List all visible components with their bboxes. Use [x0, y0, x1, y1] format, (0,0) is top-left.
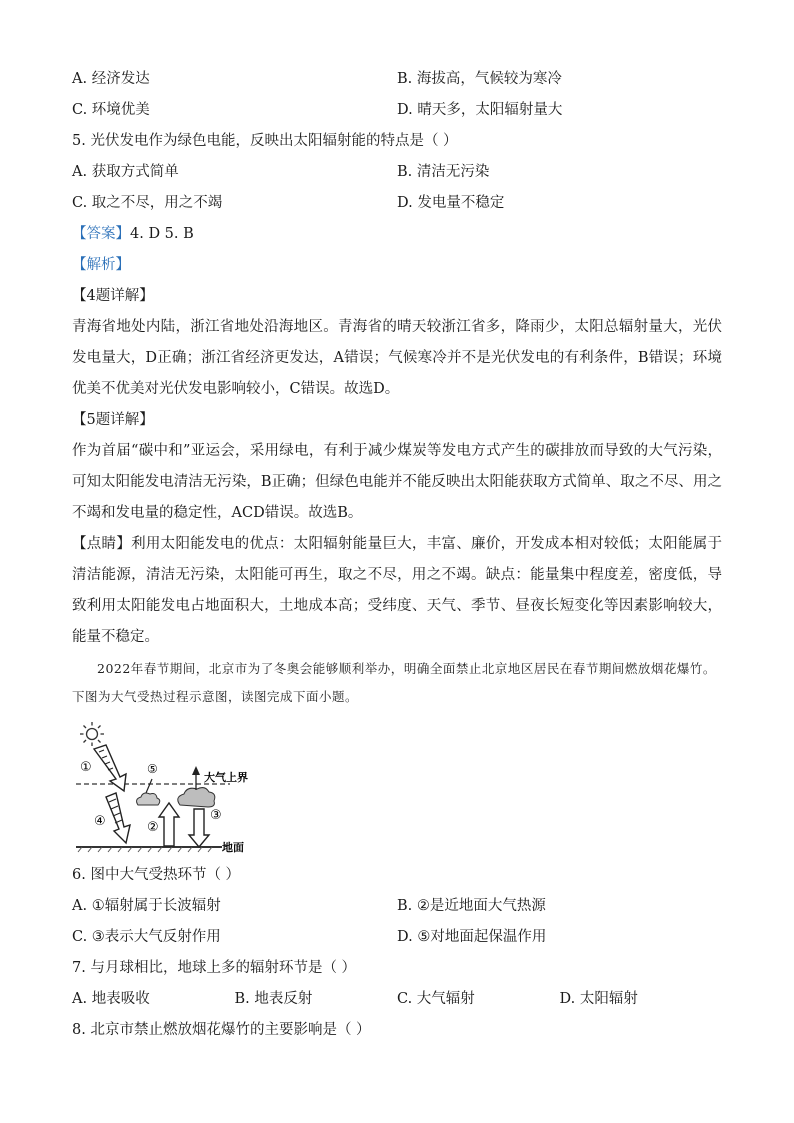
q5-option-d: D. 发电量不稳定 — [397, 195, 505, 211]
q7-options-row — [72, 984, 722, 1015]
q4-option-a: A. 经济发达 — [72, 71, 150, 87]
q6-option-a: A. ①辐射属于长波辐射 — [72, 898, 221, 914]
q4-option-b: B. 海拔高，气候较为寒冷 — [397, 71, 562, 87]
label-ground: 地面 — [222, 841, 244, 854]
detail4-text: 青海省地处内陆，浙江省地处沿海地区。青海省的晴天较浙江省多，降雨少，太阳总辐射量大，光伏发电量大，D正确；浙江省经济更发达，A错误；气候寒冷并不是光伏发电的有利条件，B错误；环境优美不优美对光伏发电影响较小，C错误。故选D。 — [72, 319, 722, 397]
tip-label: 【点睛】 — [72, 536, 132, 552]
q6-option-d: D. ⑤对地面起保温作用 — [397, 929, 547, 945]
label-n2: ② — [147, 820, 159, 835]
q5-options-row1 — [72, 157, 722, 188]
diagram-svg — [72, 719, 272, 854]
tip-text: 利用太阳能发电的优点：太阳辐射能量巨大，丰富、廉价，开发成本相对较低；太阳能属于清洁能源，清洁无污染，太阳能可再生，取之不尽，用之不竭。缺点：能量集中程度差，密度低，导致利用太阳能发电占地面积大，土地成本高；受纬度、天气、季节、昼夜长短变化等因素影响较大，能量不稳定。 — [72, 536, 723, 645]
q5-option-b: B. 清洁无污染 — [397, 164, 490, 180]
tip-paragraph — [72, 529, 722, 653]
q7-option-c: C. 大气辐射 — [397, 991, 475, 1007]
arrow-2-ground-radiation — [159, 803, 179, 846]
detail5-text: 作为首届“碳中和”亚运会，采用绿电，有利于减少煤炭等发电方式产生的碳排放而导致的大气污染，可知太阳能发电清洁无污染，B正确；但绿色电能并不能反映出太阳能获取方式简单、取之不尽、用之不竭和发电量的稳定性，ACD错误。故选B。 — [72, 443, 722, 521]
q5-option-c: C. 取之不尽，用之不竭 — [72, 195, 223, 211]
q6-stem: 6. 图中大气受热环节（ ） — [72, 867, 241, 883]
label-n5: ⑤ — [147, 762, 158, 776]
q5-stem: 5. 光伏发电作为绿色电能，反映出太阳辐射能的特点是（ ） — [72, 133, 458, 149]
answer-line — [72, 219, 722, 250]
q7-option-a: A. 地表吸收 — [72, 991, 150, 1007]
q6-option-c: C. ③表示大气反射作用 — [72, 929, 221, 945]
small-cloud-icon — [137, 793, 160, 805]
q6-options-row2 — [72, 922, 722, 953]
answer-label: 【答案】 — [72, 226, 130, 242]
q4-options-row1 — [72, 64, 722, 95]
detail4-label: 【4题详解】 — [72, 288, 154, 304]
sun-icon — [80, 722, 104, 746]
q6-option-b: B. ②是近地面大气热源 — [397, 898, 546, 914]
label-n1: ① — [80, 760, 92, 775]
q5-options-row2 — [72, 188, 722, 219]
q7-stem: 7. 与月球相比，地球上多的辐射环节是（ ） — [72, 960, 357, 976]
q4-options-row2 — [72, 95, 722, 126]
detail5-label: 【5题详解】 — [72, 412, 154, 428]
material-intro: 2022年春节期间，北京市为了冬奥会能够顺利举办，明确全面禁止北京地区居民在春节期间燃放烟花爆竹。下图为大气受热过程示意图，读图完成下面小题。 — [72, 661, 716, 704]
arrow-5-line — [146, 779, 152, 793]
q4-option-d: D. 晴天多，太阳辐射量大 — [397, 102, 563, 118]
q7-option-b: B. 地表反射 — [234, 991, 313, 1007]
label-n3: ③ — [210, 808, 222, 823]
q8-stem: 8. 北京市禁止燃放烟花爆竹的主要影响是（ ） — [72, 1022, 371, 1038]
large-cloud-icon — [178, 788, 215, 807]
q6-options-row1 — [72, 891, 722, 922]
arrow-4-ground-absorb — [106, 793, 130, 843]
atmosphere-heating-diagram — [72, 719, 272, 854]
label-n4: ④ — [94, 814, 106, 829]
q5-option-a: A. 获取方式简单 — [72, 164, 179, 180]
q4-option-c: C. 环境优美 — [72, 102, 150, 118]
exam-page — [72, 64, 722, 1046]
answer-values: 4. D 5. B — [130, 226, 194, 242]
arrow-3-atmospheric-counter-radiation — [189, 809, 209, 847]
label-atmosphere-top: 大气上界 — [204, 771, 248, 784]
analysis-label: 【解析】 — [72, 257, 130, 273]
q7-option-d: D. 太阳辐射 — [559, 991, 638, 1007]
